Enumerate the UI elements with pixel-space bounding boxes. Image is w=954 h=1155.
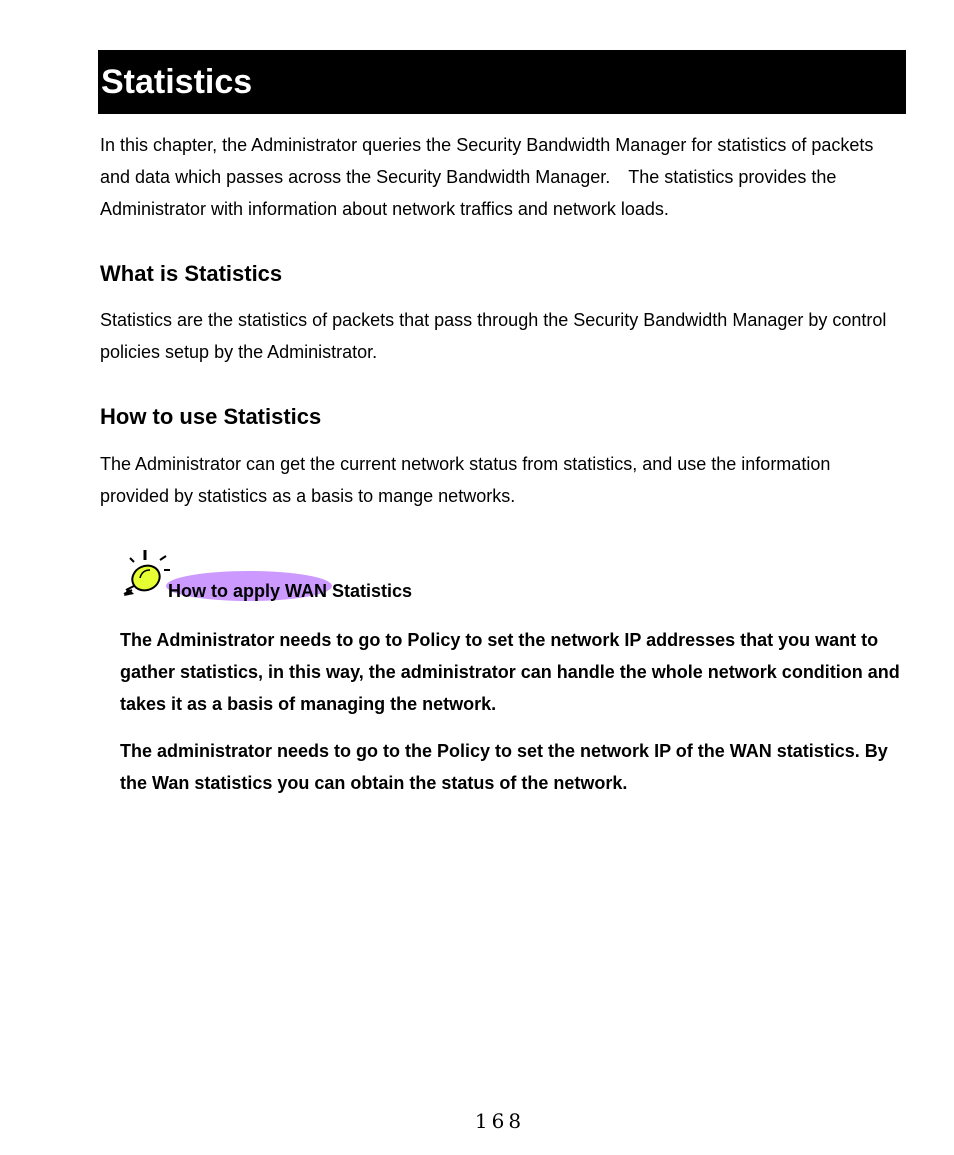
tip-paragraph: The Administrator needs to go to Policy to set the network IP addresses that you want to gather statistics, in this way, the administrator can handle the whole network condition and takes it as a basis of managing the network. <box>120 630 900 714</box>
lightbulb-icon <box>120 548 170 600</box>
section-heading-what-is: What is Statistics <box>100 261 283 286</box>
intro-paragraph: In this chapter, the Administrator queries the Security Bandwidth Manager for statistics of packets and data which passes across the Security Bandwidth Manager. The statistics provides the Administrator with information about network traffics and network loads. <box>100 135 874 219</box>
section-heading-how-to-use: How to use Statistics <box>100 404 322 429</box>
tip-box <box>120 548 520 608</box>
tip-paragraph: The administrator needs to go to the Policy to set the network IP of the WAN statistics. By the Wan statistics you can obtain the status of the network. <box>120 741 888 793</box>
tip-label: How to apply WAN Statistics <box>168 581 413 601</box>
page-number: 168 <box>474 1109 526 1133</box>
section-body-how-to-use: The Administrator can get the current network status from statistics, and use the information provided by statistics as a basis to mange networks. <box>100 454 831 506</box>
chapter-title: Statistics <box>101 63 253 101</box>
section-body-what-is: Statistics are the statistics of packets that pass through the Security Bandwidth Manager by control policies setup by the Administrator. <box>100 310 887 362</box>
chapter-title-bar <box>98 50 906 114</box>
